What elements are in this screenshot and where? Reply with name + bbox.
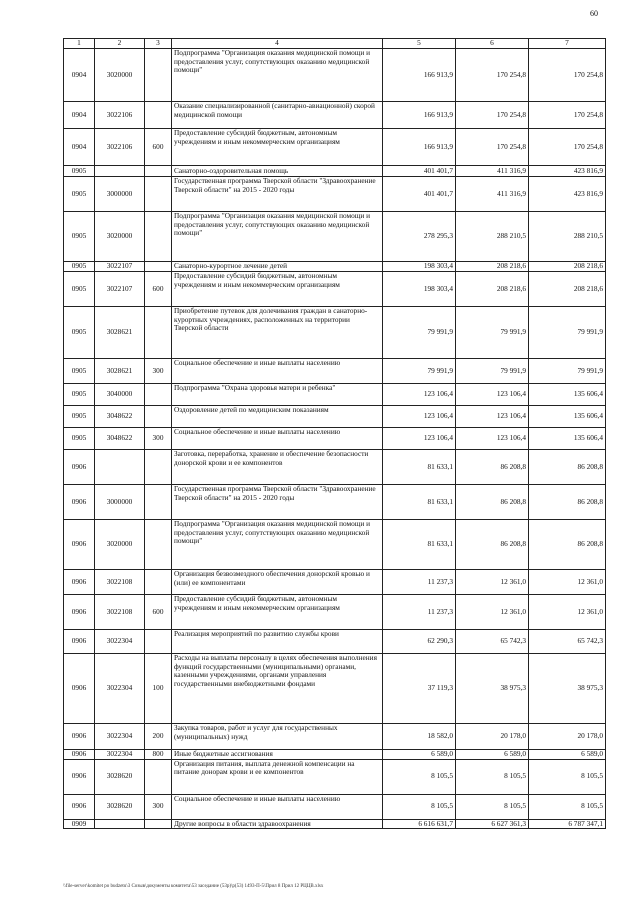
amount-year-3: 12 361,0 [529,570,606,595]
amount-year-1: 123 106,4 [383,428,456,450]
section-code: 0906 [64,570,95,595]
section-code: 0906 [64,724,95,750]
target-article-code: 3028620 [95,794,145,819]
section-code: 0905 [64,384,95,406]
amount-year-1: 79 991,9 [383,307,456,359]
expense-type-code [145,177,172,212]
amount-year-2: 86 208,8 [456,450,529,485]
target-article-code: 3000000 [95,177,145,212]
amount-year-3: 288 210,5 [529,212,606,262]
amount-year-1: 123 106,4 [383,384,456,406]
target-article-code: 3048622 [95,406,145,428]
amount-year-1: 11 237,3 [383,570,456,595]
item-name: Организация безвозмездного обеспечения донорской кровью и (или) ее компонентами [172,570,383,595]
amount-year-1: 62 290,3 [383,630,456,654]
expense-type-code [145,630,172,654]
target-article-code: 3040000 [95,384,145,406]
amount-year-2: 411 316,9 [456,166,529,177]
item-name: Санаторно-курортное лечение детей [172,262,383,272]
amount-year-3: 79 991,9 [529,307,606,359]
amount-year-2: 411 316,9 [456,177,529,212]
amount-year-1: 6 616 631,7 [383,819,456,829]
amount-year-1: 11 237,3 [383,595,456,630]
item-name: Социальное обеспечение и иные выплаты населению [172,428,383,450]
expense-type-code: 300 [145,359,172,384]
table-row [64,428,606,450]
expense-type-code: 300 [145,428,172,450]
section-code: 0905 [64,166,95,177]
section-code: 0906 [64,759,95,794]
table-row [64,654,606,724]
amount-year-2: 79 991,9 [456,359,529,384]
amount-year-1: 8 105,5 [383,759,456,794]
amount-year-1: 8 105,5 [383,794,456,819]
expense-type-code [145,406,172,428]
table-row [64,307,606,359]
col-header: 3 [145,39,172,49]
section-code: 0905 [64,262,95,272]
amount-year-2: 12 361,0 [456,595,529,630]
section-code: 0905 [64,428,95,450]
section-code: 0906 [64,485,95,520]
expense-type-code: 100 [145,654,172,724]
item-name: Государственная программа Тверской области "Здравоохранение Тверской области" на 2015 - 2020 годы [172,485,383,520]
amount-year-1: 166 913,9 [383,102,456,129]
item-name: Другие вопросы в области здравоохранения [172,819,383,829]
amount-year-3: 170 254,8 [529,129,606,166]
item-name: Приобретение путевок для долечивания граждан в санаторно-курортных учреждениях, расположенных на территории Тверской области [172,307,383,359]
target-article-code: 3022106 [95,102,145,129]
target-article-code: 3020000 [95,49,145,102]
expense-type-code [145,384,172,406]
target-article-code: 3000000 [95,485,145,520]
amount-year-2: 8 105,5 [456,794,529,819]
amount-year-2: 208 218,6 [456,272,529,307]
amount-year-1: 401 401,7 [383,166,456,177]
amount-year-2: 86 208,8 [456,520,529,570]
table-row [64,570,606,595]
expense-type-code [145,450,172,485]
section-code: 0909 [64,819,95,829]
target-article-code: 3022304 [95,654,145,724]
expense-type-code: 200 [145,724,172,750]
item-name: Расходы на выплаты персоналу в целях обеспечения выполнения функций государственными (муниципальными) органами, казенными учреждениями, органами управления государственными внебюджетными фондами [172,654,383,724]
item-name: Организация питания, выплата денежной компенсации на питание донорам крови и ее компонентов [172,759,383,794]
amount-year-3: 423 816,9 [529,166,606,177]
item-name: Санаторно-оздоровительная помощь [172,166,383,177]
table-row [64,750,606,760]
target-article-code: 3022304 [95,630,145,654]
item-name: Предоставление субсидий бюджетным, автономным учреждениям и иным некоммерческим организациям [172,272,383,307]
section-code: 0905 [64,406,95,428]
amount-year-1: 198 303,4 [383,262,456,272]
expense-type-code [145,307,172,359]
amount-year-3: 208 218,6 [529,262,606,272]
section-code: 0906 [64,630,95,654]
item-name: Иные бюджетные ассигнования [172,750,383,760]
target-article-code: 3028621 [95,359,145,384]
section-code: 0904 [64,102,95,129]
amount-year-3: 135 606,4 [529,428,606,450]
expense-type-code [145,49,172,102]
expense-type-code: 600 [145,272,172,307]
table-row [64,406,606,428]
target-article-code: 3022106 [95,129,145,166]
col-header: 2 [95,39,145,49]
item-name: Оказание специализированной (санитарно-авиационной) скорой медицинской помощи [172,102,383,129]
section-code: 0905 [64,272,95,307]
amount-year-2: 8 105,5 [456,759,529,794]
target-article-code: 3028620 [95,759,145,794]
amount-year-3: 12 361,0 [529,595,606,630]
col-header: 6 [456,39,529,49]
expense-type-code [145,570,172,595]
table-row [64,794,606,819]
amount-year-1: 278 295,3 [383,212,456,262]
page-number: 60 [590,9,598,18]
expense-type-code: 600 [145,595,172,630]
amount-year-2: 65 742,3 [456,630,529,654]
amount-year-3: 65 742,3 [529,630,606,654]
section-code: 0906 [64,595,95,630]
amount-year-3: 8 105,5 [529,794,606,819]
expense-type-code [145,166,172,177]
amount-year-3: 135 606,4 [529,406,606,428]
amount-year-3: 6 787 347,1 [529,819,606,829]
item-name: Предоставление субсидий бюджетным, автономным учреждениям и иным некоммерческим организациям [172,595,383,630]
amount-year-3: 79 991,9 [529,359,606,384]
amount-year-2: 79 991,9 [456,307,529,359]
table-row [64,166,606,177]
section-code: 0905 [64,177,95,212]
table-row [64,212,606,262]
section-code: 0906 [64,794,95,819]
amount-year-1: 123 106,4 [383,406,456,428]
amount-year-1: 79 991,9 [383,359,456,384]
amount-year-2: 6 589,0 [456,750,529,760]
expense-type-code: 600 [145,129,172,166]
amount-year-1: 6 589,0 [383,750,456,760]
amount-year-2: 12 361,0 [456,570,529,595]
target-article-code: 3022304 [95,724,145,750]
table-row [64,759,606,794]
amount-year-1: 81 633,1 [383,450,456,485]
table-row [64,384,606,406]
amount-year-3: 6 589,0 [529,750,606,760]
target-article-code: 3048622 [95,428,145,450]
amount-year-2: 20 178,0 [456,724,529,750]
amount-year-2: 170 254,8 [456,49,529,102]
item-name: Предоставление субсидий бюджетным, автономным учреждениям и иным некоммерческим организациям [172,129,383,166]
amount-year-1: 81 633,1 [383,520,456,570]
budget-table [63,38,606,829]
expense-type-code [145,819,172,829]
expense-type-code [145,262,172,272]
section-code: 0906 [64,750,95,760]
amount-year-3: 170 254,8 [529,49,606,102]
target-article-code: 3020000 [95,520,145,570]
amount-year-3: 38 975,3 [529,654,606,724]
section-code: 0906 [64,654,95,724]
target-article-code: 3022108 [95,595,145,630]
item-name: Подпрограмма "Организация оказания медицинской помощи и предоставления услуг, сопутствующих оказанию медицинской помощи" [172,520,383,570]
amount-year-1: 198 303,4 [383,272,456,307]
amount-year-2: 123 106,4 [456,406,529,428]
item-name: Социальное обеспечение и иные выплаты населению [172,794,383,819]
target-article-code: 3022108 [95,570,145,595]
table-row [64,359,606,384]
file-path-footer: \\file-server\komitet po budzetu\3 Созыв\документы комитета\53 заседание (53р)\р(53) 1493-П-5\Прил 8 Прил 12 РЦЦВ.xlsx [63,884,324,889]
amount-year-1: 401 401,7 [383,177,456,212]
amount-year-3: 170 254,8 [529,102,606,129]
table-row [64,102,606,129]
section-code: 0906 [64,520,95,570]
target-article-code: 3020000 [95,212,145,262]
table-row [64,595,606,630]
expense-type-code: 800 [145,750,172,760]
amount-year-2: 170 254,8 [456,129,529,166]
table-row [64,49,606,102]
amount-year-3: 86 208,8 [529,450,606,485]
amount-year-1: 18 582,0 [383,724,456,750]
expense-type-code [145,759,172,794]
item-name: Подпрограмма "Организация оказания медицинской помощи и предоставления услуг, сопутствующих оказанию медицинской помощи" [172,212,383,262]
table-row [64,630,606,654]
amount-year-3: 20 178,0 [529,724,606,750]
expense-type-code [145,212,172,262]
header-row [64,39,606,49]
table-row [64,129,606,166]
amount-year-1: 166 913,9 [383,129,456,166]
target-article-code [95,819,145,829]
item-name: Социальное обеспечение и иные выплаты населению [172,359,383,384]
item-name: Государственная программа Тверской области "Здравоохранение Тверской области" на 2015 - 2020 годы [172,177,383,212]
amount-year-3: 208 218,6 [529,272,606,307]
section-code: 0904 [64,49,95,102]
item-name: Заготовка, переработка, хранение и обеспечение безопасности донорской крови и ее компонентов [172,450,383,485]
item-name: Закупка товаров, работ и услуг для государственных (муниципальных) нужд [172,724,383,750]
amount-year-2: 6 627 361,3 [456,819,529,829]
col-header: 4 [172,39,383,49]
table-row [64,262,606,272]
item-name: Оздоровление детей по медицинским показаниям [172,406,383,428]
amount-year-3: 86 208,8 [529,485,606,520]
table-row [64,724,606,750]
target-article-code: 3028621 [95,307,145,359]
target-article-code: 3022107 [95,272,145,307]
table-row [64,177,606,212]
table-row [64,819,606,829]
amount-year-1: 37 119,3 [383,654,456,724]
table-row [64,450,606,485]
item-name: Подпрограмма "Организация оказания медицинской помощи и предоставления услуг, сопутствующих оказанию медицинской помощи" [172,49,383,102]
amount-year-2: 123 106,4 [456,428,529,450]
section-code: 0905 [64,307,95,359]
table-row [64,520,606,570]
amount-year-2: 288 210,5 [456,212,529,262]
table-row [64,485,606,520]
amount-year-1: 81 633,1 [383,485,456,520]
section-code: 0904 [64,129,95,166]
item-name: Реализация мероприятий по развитию службы крови [172,630,383,654]
target-article-code [95,450,145,485]
target-article-code [95,166,145,177]
expense-type-code: 300 [145,794,172,819]
section-code: 0905 [64,359,95,384]
amount-year-3: 86 208,8 [529,520,606,570]
amount-year-2: 208 218,6 [456,262,529,272]
target-article-code: 3022304 [95,750,145,760]
amount-year-3: 135 606,4 [529,384,606,406]
item-name: Подпрограмма "Охрана здоровья матери и ребенка" [172,384,383,406]
section-code: 0905 [64,212,95,262]
target-article-code: 3022107 [95,262,145,272]
amount-year-2: 123 106,4 [456,384,529,406]
amount-year-2: 170 254,8 [456,102,529,129]
table-row [64,272,606,307]
expense-type-code [145,520,172,570]
col-header: 5 [383,39,456,49]
amount-year-2: 38 975,3 [456,654,529,724]
amount-year-2: 86 208,8 [456,485,529,520]
col-header: 7 [529,39,606,49]
amount-year-3: 423 816,9 [529,177,606,212]
amount-year-1: 166 913,9 [383,49,456,102]
expense-type-code [145,102,172,129]
expense-type-code [145,485,172,520]
amount-year-3: 8 105,5 [529,759,606,794]
col-header: 1 [64,39,95,49]
section-code: 0906 [64,450,95,485]
